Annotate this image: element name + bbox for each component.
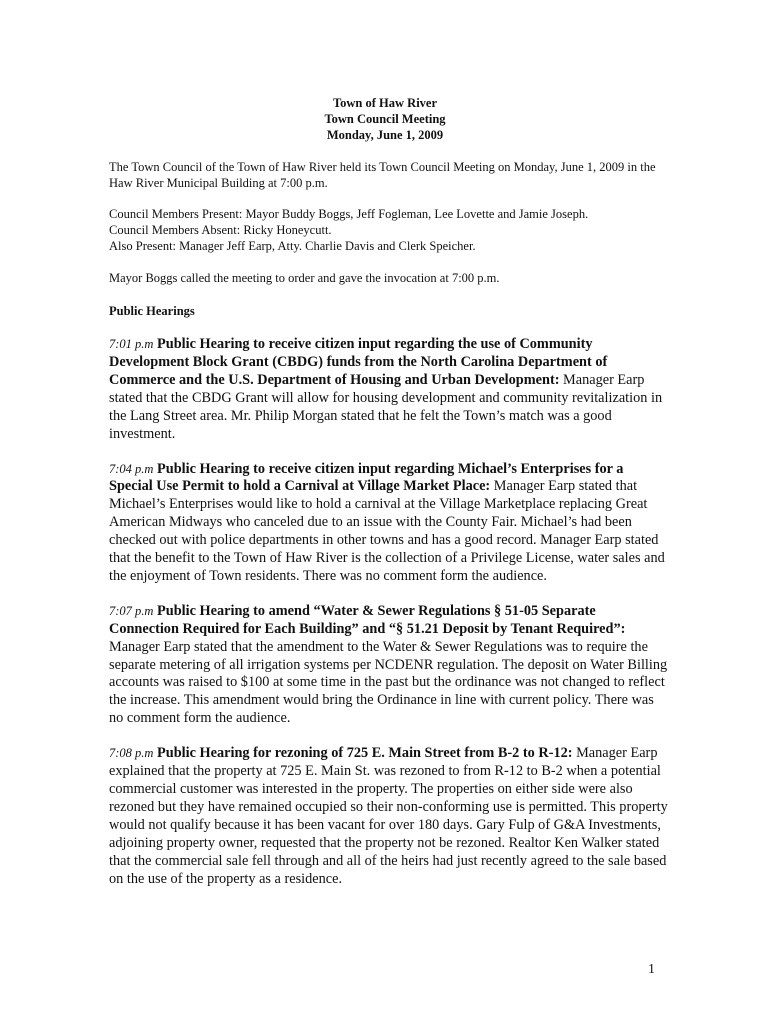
hearing-item <box>109 336 669 443</box>
call-to-order: Mayor Boggs called the meeting to order and gave the invocation at 7:00 p.m. <box>109 271 500 286</box>
members-present: Council Members Present: Mayor Buddy Boggs, Jeff Fogleman, Lee Lovette and Jamie Joseph. <box>109 206 589 221</box>
hearing-title: Public Hearing for rezoning of 725 E. Main Street from B-2 to R-12: <box>157 745 573 762</box>
header-town: Town of Haw River <box>332 96 438 110</box>
attendance-block <box>109 206 669 255</box>
hearing-time: 7:08 p.m <box>109 746 154 761</box>
hearing-title: Public Hearing to amend “Water & Sewer Regulations § 51-05 Separate Connection Required for Each Building” and “§ 51.21 Deposit by Tenant Required”: <box>109 602 626 637</box>
header-meeting: Town Council Meeting <box>324 112 446 126</box>
hearing-item <box>109 461 669 586</box>
hearing-item <box>109 745 669 888</box>
document-body <box>109 159 669 905</box>
document-header <box>0 95 770 143</box>
hearing-time: 7:07 p.m <box>109 603 154 618</box>
page-number: 1 <box>648 962 655 977</box>
intro-paragraph: The Town Council of the Town of Haw River held its Town Council Meeting on Monday, June 1, 2009 in the Haw River Municipal Building at 7:00 p.m. <box>109 160 656 191</box>
hearing-time: 7:04 p.m <box>109 461 154 476</box>
members-absent: Council Members Absent: Ricky Honeycutt. <box>109 222 332 237</box>
header-date: Monday, June 1, 2009 <box>326 128 444 142</box>
also-present: Also Present: Manager Jeff Earp, Atty. Charlie Davis and Clerk Speicher. <box>109 239 476 254</box>
hearing-body: Manager Earp stated that the amendment to the Water & Sewer Regulations was to require the separate metering of all irrigation systems per NCDENR regulation. The deposit on Water Billing accounts was raised to $100 at some time in the past but the ordinance was not changed to reflect the increase. This amendment would bring the Ordinance in line with current policy. There was no comment form the audience. <box>109 638 668 727</box>
hearing-item <box>109 603 669 728</box>
public-hearings-heading: Public Hearings <box>109 303 195 318</box>
hearing-time: 7:01 p.m <box>109 337 154 352</box>
hearing-body: Manager Earp stated that the CBDG Grant will allow for housing development and community revitalization in the Lang Street area. Mr. Philip Morgan stated that he felt the Town’s match was a good investment. <box>109 371 663 442</box>
hearing-body: Manager Earp explained that the property at 725 E. Main St. was rezoned to from R-12 to B-2 when a potential commercial customer was interested in the property. The properties on either side were also rezoned but they have remained occupied so their non-conforming use is permitted. This property would not qualify because it has been vacant for over 180 days. Gary Fulp of G&A Investments, adjoining property owner, requested that the property not be rezoned. Realtor Ken Walker stated that the commercial sale fell through and all of the heirs had just recently agreed to the sale based on the use of the property as a residence. <box>109 745 668 887</box>
hearing-title: Public Hearing to receive citizen input regarding the use of Community Development Block Grant (CBDG) funds from the North Carolina Department of Commerce and the U.S. Department of Housing and Urban Development: <box>109 336 608 388</box>
hearing-title: Public Hearing to receive citizen input regarding Michael’s Enterprises for a Special Use Permit to hold a Carnival at Village Market Place: <box>109 460 624 495</box>
hearing-body: Manager Earp stated that Michael’s Enterprises would like to hold a carnival at the Village Marketplace replacing Great American Midways who canceled due to an issue with the County Fair. Michael’s had been checked out with police departments in other towns and has a good record. Manager Earp stated that the benefit to the Town of Haw River is the collection of a Privilege License, water sales and the enjoyment of Town residents. There was no comment form the audience. <box>109 478 665 584</box>
